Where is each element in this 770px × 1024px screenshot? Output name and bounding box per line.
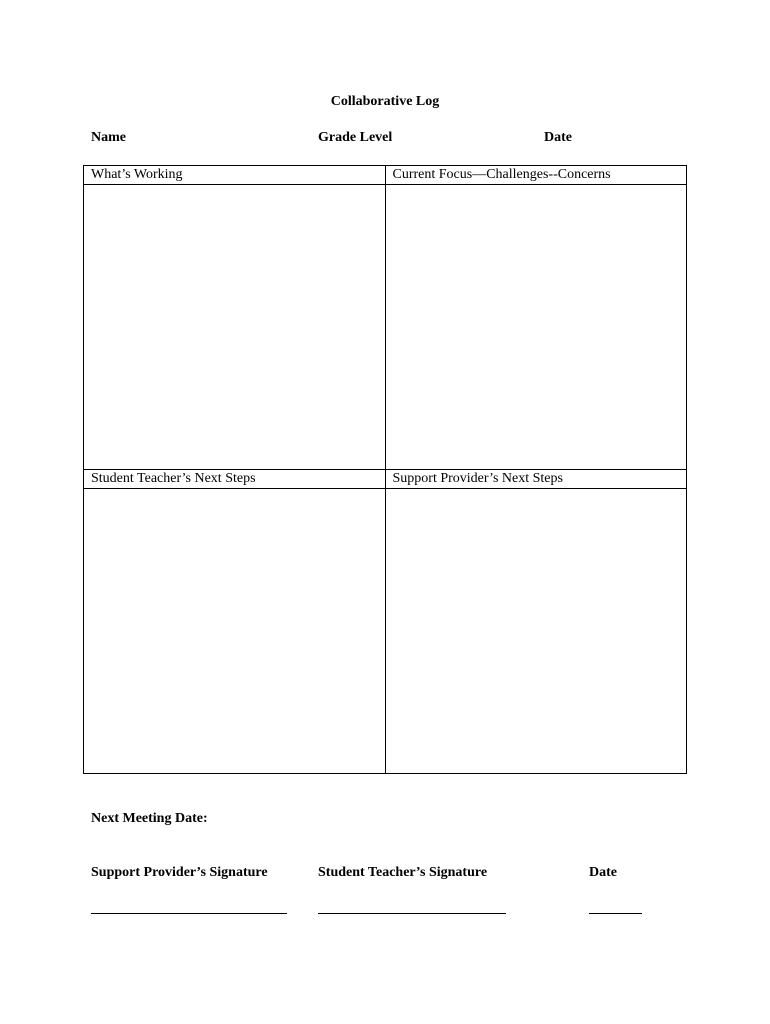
signature-date-label: Date [589,865,617,880]
grade-level-label: Grade Level [318,130,393,145]
student-teacher-next-steps-header: Student Teacher’s Next Steps [84,470,386,489]
whats-working-area[interactable] [84,185,386,470]
log-table [83,165,687,774]
date-label: Date [544,130,572,145]
student-teacher-next-steps-area[interactable] [84,489,386,774]
student-teacher-signature-label: Student Teacher’s Signature [318,865,488,880]
page-title: Collaborative Log [330,94,440,109]
support-provider-signature-label: Support Provider’s Signature [91,865,268,880]
student-teacher-signature-line[interactable] [318,913,506,914]
support-provider-next-steps-area[interactable] [385,489,687,774]
support-provider-next-steps-header: Support Provider’s Next Steps [385,470,687,489]
next-meeting-date-label: Next Meeting Date: [91,811,208,826]
current-focus-header: Current Focus—Challenges--Concerns [385,166,687,185]
current-focus-area[interactable] [385,185,687,470]
support-provider-signature-line[interactable] [91,913,287,914]
whats-working-header: What’s Working [84,166,386,185]
name-label: Name [91,130,126,145]
signature-date-line[interactable] [589,913,642,914]
